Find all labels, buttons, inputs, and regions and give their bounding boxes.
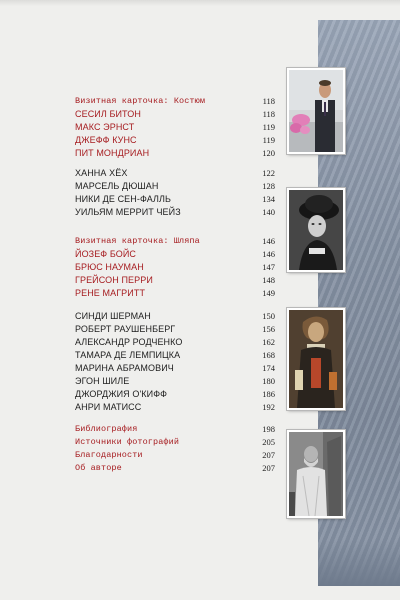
- toc-entry[interactable]: [75, 206, 275, 219]
- toc-entry[interactable]: [75, 287, 275, 300]
- toc-entry-title: ГРЕЙСОН ПЕРРИ: [75, 275, 153, 285]
- toc-entry-page: 148: [262, 275, 275, 285]
- toc-entry-page: 149: [262, 288, 275, 298]
- toc-entry[interactable]: [75, 274, 275, 287]
- toc-entry-page: 122: [262, 168, 275, 178]
- toc-entry[interactable]: [75, 167, 275, 180]
- toc-entry-page: 205: [262, 437, 275, 447]
- toc-entry-page: 207: [262, 463, 275, 473]
- toc-entry-page: 168: [262, 350, 275, 360]
- toc-entry[interactable]: [75, 261, 275, 274]
- toc-entry-title: МАКС ЭРНСТ: [75, 122, 135, 132]
- toc-entry[interactable]: [75, 121, 275, 134]
- toc-entry-page: 119: [262, 122, 275, 132]
- toc-entry-page: 146: [262, 249, 275, 259]
- toc-entry[interactable]: [75, 147, 275, 160]
- toc-entry[interactable]: [75, 323, 275, 336]
- toc-entry-page: 156: [262, 324, 275, 334]
- toc-entry-title: ТАМАРА ДЕ ЛЕМПИЦКА: [75, 350, 181, 360]
- toc-entry[interactable]: [75, 180, 275, 193]
- photo-man-in-suit: [287, 68, 345, 154]
- toc-entry-title: РЕНЕ МАГРИТТ: [75, 288, 146, 298]
- strip-shadow: [318, 538, 400, 586]
- toc-entry-title: МАРСЕЛЬ ДЮШАН: [75, 181, 159, 191]
- toc-entry-title: ДЖЕФФ КУНС: [75, 135, 137, 145]
- toc-entry[interactable]: [75, 401, 275, 414]
- toc-entry-page: 147: [262, 262, 275, 272]
- toc-entry-page: 162: [262, 337, 275, 347]
- toc-entry-page: 192: [262, 402, 275, 412]
- toc-entry[interactable]: [75, 436, 275, 449]
- toc-entry[interactable]: [75, 248, 275, 261]
- toc-entry-page: 128: [262, 181, 275, 191]
- toc-section-2: [75, 167, 275, 219]
- toc-entry-title: ЭГОН ШИЛЕ: [75, 376, 130, 386]
- toc-entry-page: 140: [262, 207, 275, 217]
- toc-entry-page: 119: [262, 135, 275, 145]
- toc-section-4: [75, 310, 275, 414]
- toc-entry-page: 180: [262, 376, 275, 386]
- toc-entry-title: СИНДИ ШЕРМАН: [75, 311, 151, 321]
- toc-entry-page: 186: [262, 389, 275, 399]
- toc-entry-title: АЛЕКСАНДР РОДЧЕНКО: [75, 337, 183, 347]
- toc-entry-page: 118: [262, 109, 275, 119]
- toc-entry-page: 150: [262, 311, 275, 321]
- toc-section-5: [75, 423, 275, 475]
- toc-entry[interactable]: [75, 349, 275, 362]
- toc-entry-title: РОБЕРТ РАУШЕНБЕРГ: [75, 324, 176, 334]
- toc-entry-title: Визитная карточка: Костюм: [75, 96, 206, 106]
- photo-painting-portrait-image: [289, 310, 343, 408]
- photo-woman-with-hat-image: [289, 190, 343, 270]
- toc-entry[interactable]: [75, 449, 275, 462]
- toc-entry-title: Библиография: [75, 424, 138, 434]
- toc-entry-page: 120: [262, 148, 275, 158]
- toc-entry-title: Об авторе: [75, 463, 122, 473]
- toc-entry-title: Источники фотографий: [75, 437, 180, 447]
- toc-entry-page: 207: [262, 450, 275, 460]
- toc-entry-title: АНРИ МАТИСС: [75, 402, 142, 412]
- toc-entry-title: СЕСИЛ БИТОН: [75, 109, 141, 119]
- toc-entry-title: ДЖОРДЖИЯ О'КИФФ: [75, 389, 168, 399]
- toc-entry[interactable]: [75, 235, 275, 248]
- toc-entry[interactable]: [75, 362, 275, 375]
- toc-entry[interactable]: [75, 462, 275, 475]
- toc-entry[interactable]: [75, 108, 275, 121]
- toc-entry[interactable]: [75, 193, 275, 206]
- toc-entry[interactable]: [75, 388, 275, 401]
- toc-entry-page: 198: [262, 424, 275, 434]
- toc-entry-title: УИЛЬЯМ МЕРРИТ ЧЕЙЗ: [75, 207, 181, 217]
- toc-entry[interactable]: [75, 336, 275, 349]
- toc-entry[interactable]: [75, 375, 275, 388]
- toc-section-1: [75, 95, 275, 160]
- page-top-shadow: [0, 0, 400, 6]
- toc-entry-page: 174: [262, 363, 275, 373]
- toc-entry-title: МАРИНА АБРАМОВИЧ: [75, 363, 174, 373]
- toc-entry-title: ХАННА ХЁХ: [75, 168, 128, 178]
- photo-painting-portrait: [287, 308, 345, 410]
- photo-painter-studio-image: [289, 432, 343, 516]
- toc-entry-title: Благодарности: [75, 450, 143, 460]
- toc-entry-page: 146: [262, 236, 275, 246]
- toc-entry-title: ЙОЗЕФ БОЙС: [75, 249, 137, 259]
- toc-entry[interactable]: [75, 95, 275, 108]
- photo-woman-with-hat: [287, 188, 345, 272]
- photo-painter-studio: [287, 430, 345, 518]
- toc-entry[interactable]: [75, 423, 275, 436]
- toc-entry-title: НИКИ ДЕ СЕН-ФАЛЛЬ: [75, 194, 172, 204]
- toc-section-3: [75, 235, 275, 300]
- toc-entry[interactable]: [75, 134, 275, 147]
- photo-man-in-suit-image: [289, 70, 343, 152]
- toc-entry-title: Визитная карточка: Шляпа: [75, 236, 200, 246]
- toc-entry[interactable]: [75, 310, 275, 323]
- toc-entry-title: ПИТ МОНДРИАН: [75, 148, 150, 158]
- toc-entry-title: БРЮС НАУМАН: [75, 262, 144, 272]
- toc-entry-page: 134: [262, 194, 275, 204]
- toc-entry-page: 118: [262, 96, 275, 106]
